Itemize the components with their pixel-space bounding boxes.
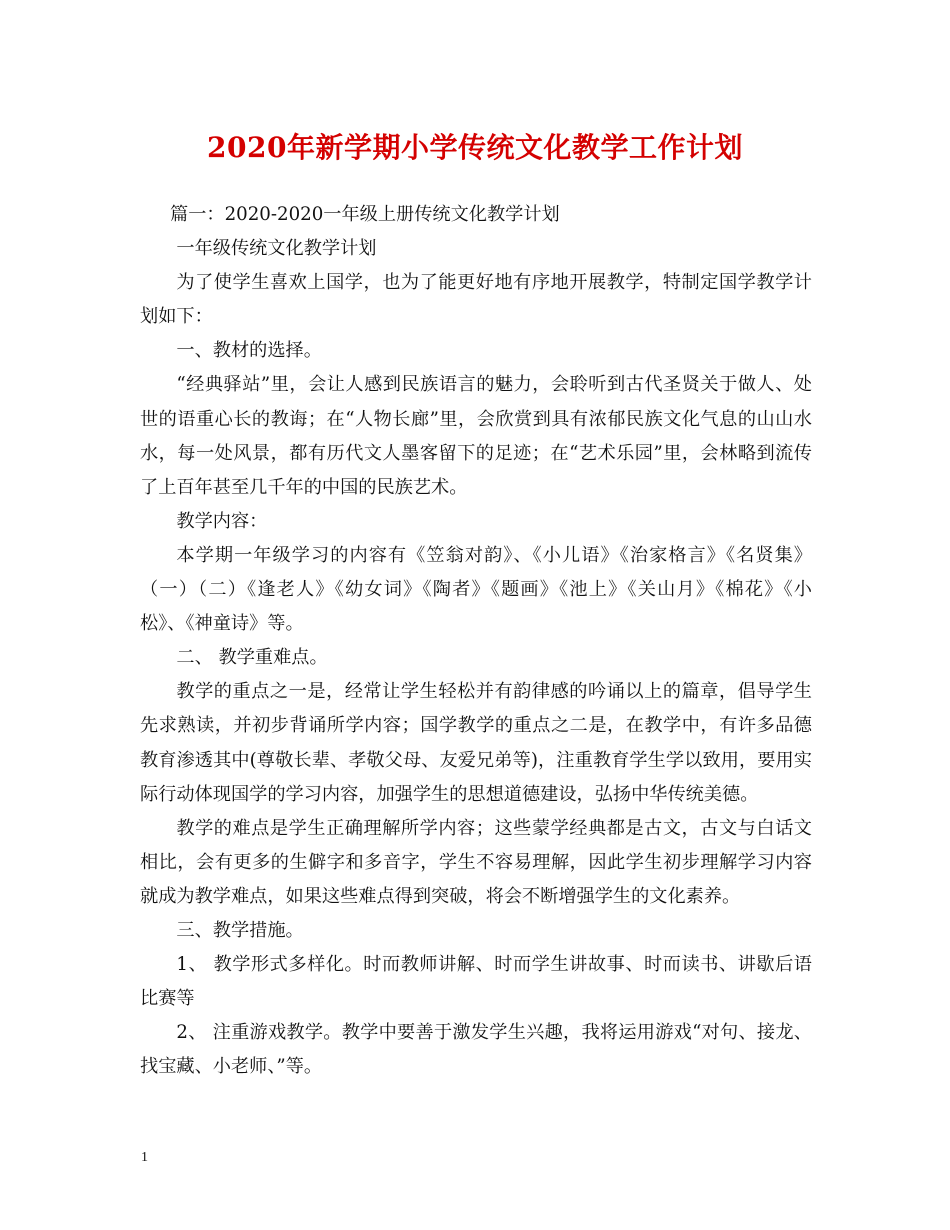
paragraph-section-heading: 篇一：2020-2020一年级上册传统文化教学计划 <box>170 204 560 225</box>
paragraph-teaching-content: 本学期一年级学习的内容有《笠翁对韵》、《小儿语》《治家格言》《名贤集》（一）（二）《逢老人》《幼女词》《陶者》《题画》《池上》《关山月》《棉花》《小松》、《神童诗》等。 <box>140 544 812 635</box>
heading-key-points: 二、 教学重难点。 <box>176 647 328 669</box>
heading-teaching-measures: 三、教学措施。 <box>176 919 304 941</box>
document-body <box>140 198 812 1084</box>
page-number: 1 <box>141 1150 148 1165</box>
heading-teaching-content: 教学内容： <box>176 510 268 532</box>
list-item-measure-1: 1、 教学形式多样化。时而教师讲解、时而学生讲故事、时而读书、讲歇后语比赛等 <box>140 954 812 1010</box>
paragraph-subtitle: 一年级传统文化教学计划 <box>176 238 377 260</box>
paragraph-intro: 为了使学生喜欢上国学，也为了能更好地有序地开展教学，特制定国学教学计划如下： <box>140 272 812 328</box>
paragraph-difficulties: 教学的难点是学生正确理解所学内容；这些蒙学经典都是古文，古文与白话文相比，会有更多的生僻字和多音字，学生不容易理解，因此学生初步理解学习内容就成为教学难点，如果这些难点得到突破，将会不断增强学生的文化素养。 <box>140 817 812 907</box>
paragraph-key-points: 教学的重点之一是，经常让学生轻松并有韵律感的吟诵以上的篇章，倡导学生先求熟读，并初步背诵所学内容；国学教学的重点之二是，在教学中，有许多品德教育渗透其中(尊敬长辈、孝敬父母、友爱兄弟等)，注重教育学生学以致用，要用实际行动体现国学的学习内容，加强学生的思想道德建设，弘扬中华传统美德。 <box>140 681 812 805</box>
list-item-measure-2: 2、 注重游戏教学。教学中要善于激发学生兴趣，我将运用游戏“对句、接龙、找宝藏、小老师、”等。 <box>140 1022 812 1078</box>
document-title: 2020年新学期小学传统文化教学工作计划 <box>207 131 743 164</box>
heading-textbook-selection: 一、教材的选择。 <box>176 340 322 362</box>
paragraph-textbook-description: “经典驿站”里，会让人感到民族语言的魅力，会聆听到古代圣贤关于做人、处世的语重心长的教诲；在“人物长廊”里，会欣赏到具有浓郁民族文化气息的山山水水，每一处风景，都有历代文人墨客留下的足迹；在“艺术乐园”里，会林略到流传了上百年甚至几千年的中国的民族艺术。 <box>140 374 812 498</box>
